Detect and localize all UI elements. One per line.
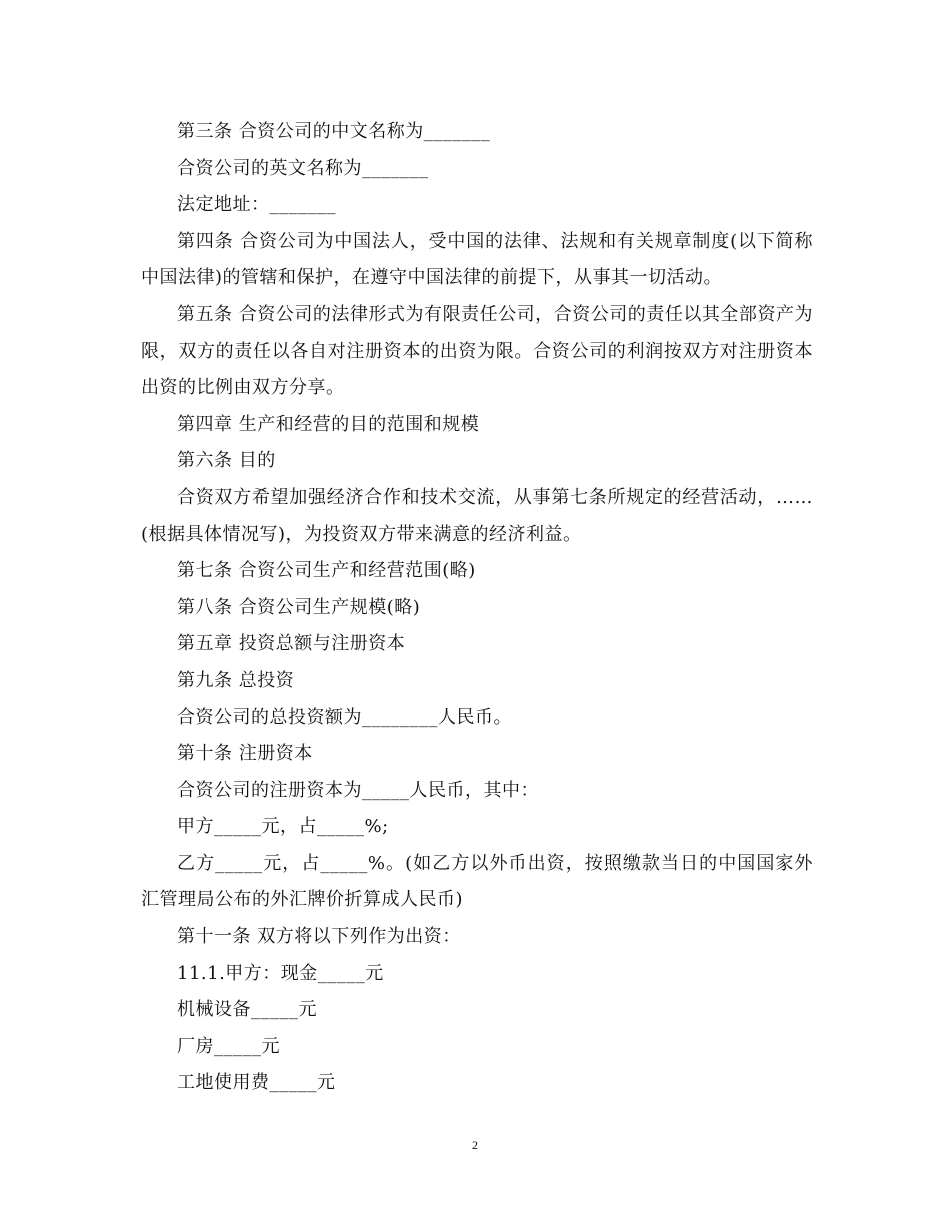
article-5-paragraph: 第五条 合资公司的法律形式为有限责任公司，合资公司的责任以其全部资产为限，双方的责任以各自对注册资本的出资为限。合资公司的利润按双方对注册资本出资的比例由双方分享。 [141,303,813,399]
article-3-chinese-name: 第三条 合资公司的中文名称为_______ [177,121,491,142]
article-6-heading: 第六条 目的 [177,450,276,472]
party-a-cash-line: 11.1.甲方：现金_____元 [177,962,384,984]
article-11-heading: 第十一条 双方将以下列作为出资： [177,926,461,948]
chapter-5-heading: 第五章 投资总额与注册资本 [177,633,406,655]
site-usage-fee-line: 工地使用费_____元 [177,1072,336,1094]
article-4-paragraph: 第四条 合资公司为中国法人，受中国的法律、法规和有关规章制度(以下简称中国法律)的管辖和保护，在遵守中国法律的前提下，从事其一切活动。 [141,230,813,289]
legal-address-line: 法定地址：_______ [177,194,336,216]
document-body [141,114,813,1102]
page-number: 2 [472,1138,478,1152]
registered-capital-line: 合资公司的注册资本为_____人民币，其中： [177,779,539,801]
party-a-share-line: 甲方_____元，占_____%; [177,816,389,838]
machinery-line: 机械设备_____元 [177,999,317,1021]
article-10-heading: 第十条 注册资本 [177,743,313,765]
article-9-heading: 第九条 总投资 [177,669,295,691]
party-b-share-paragraph: 乙方_____元，占_____%。(如乙方以外币出资，按照缴款当日的中国国家外汇管理局公布的外汇牌价折算成人民币) [141,852,813,911]
factory-line: 厂房_____元 [177,1035,280,1057]
article-8-line: 第八条 合资公司生产规模(略) [177,596,421,618]
english-name-line: 合资公司的英文名称为_______ [177,157,429,179]
article-7-line: 第七条 合资公司生产和经营范围(略) [177,560,476,582]
article-6-paragraph: 合资双方希望加强经济合作和技术交流，从事第七条所规定的经营活动，……(根据具体情况写)，为投资双方带来满意的经济利益。 [141,486,813,545]
total-investment-line: 合资公司的总投资额为________人民币。 [177,706,512,728]
chapter-4-heading: 第四章 生产和经营的目的范围和规模 [177,413,480,435]
